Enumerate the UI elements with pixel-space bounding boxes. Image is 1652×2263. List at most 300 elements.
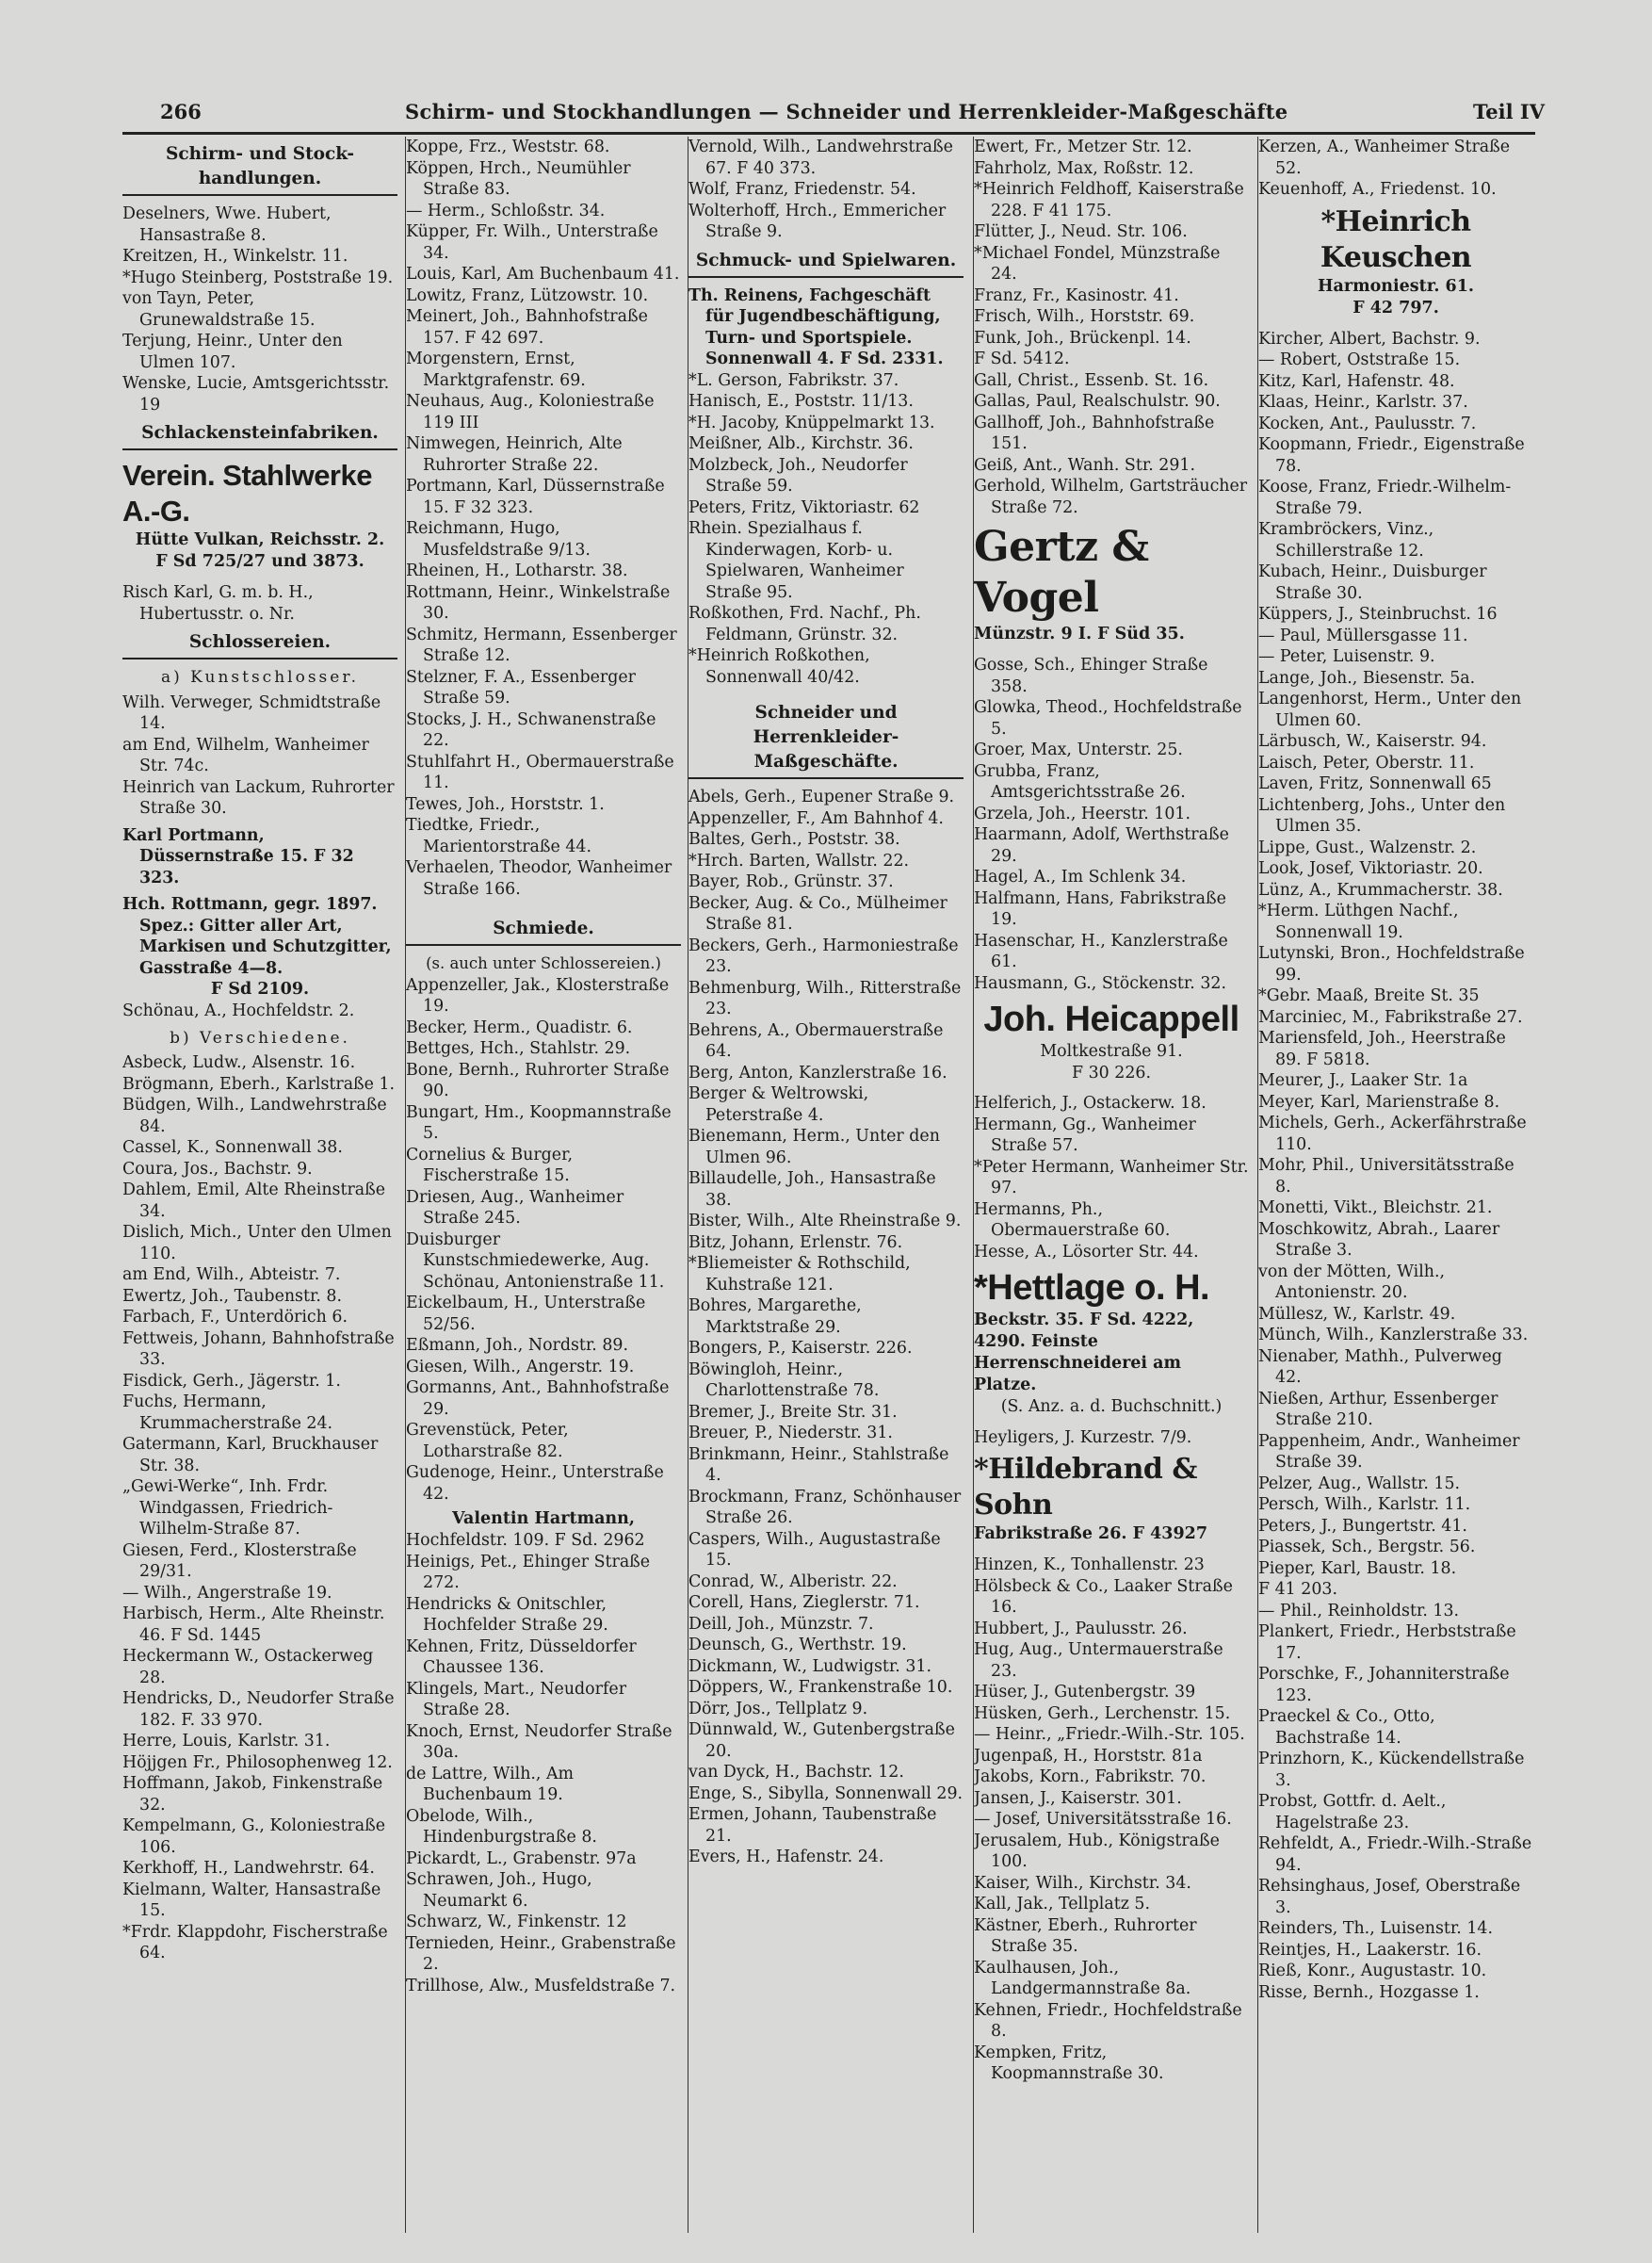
column-3 bbox=[688, 137, 964, 2233]
list-item: Corell, Hans, Zieglerstr. 71. bbox=[688, 1593, 920, 1612]
list-item: Koppe, Frz., Weststr. 68. bbox=[406, 138, 610, 156]
list-item: *Herm. Lüthgen Nachf., Sonnenwall 19. bbox=[1258, 902, 1459, 942]
list-item: Küpper, Fr. Wilh., Unterstraße 34. bbox=[406, 222, 658, 263]
list-item: Meinert, Joh., Bahnhofstraße 157. F 42 697. bbox=[406, 307, 648, 348]
ad-rottmann-phone: F Sd 2109. bbox=[210, 980, 310, 999]
page-header bbox=[160, 94, 1545, 132]
list-item: Abels, Gerh., Eupener Straße 9. bbox=[688, 788, 955, 806]
section-heading-schlacken: Schlackensteinfabriken. bbox=[122, 421, 397, 450]
list-item: Probst, Gottfr. d. Aelt., Hagelstraße 23. bbox=[1258, 1792, 1447, 1832]
list-item: Peters, Fritz, Viktoriastr. 62 bbox=[688, 497, 920, 517]
list-item: *Hrch. Barten, Wallstr. 22. bbox=[688, 851, 910, 871]
list-schneider-kr bbox=[1258, 329, 1533, 2004]
list-item: Nießen, Arthur, Essenberger Straße 210. bbox=[1258, 1389, 1498, 1429]
list-item: Höjjgen Fr., Philosophenweg 12. bbox=[122, 1752, 393, 1772]
list-item: Hesse, A., Lösorter Str. 44. bbox=[974, 1242, 1199, 1262]
list-item: — Paul, Müllersgasse 11. bbox=[1258, 626, 1468, 645]
list-item: Kaulhausen, Joh., Landgermannstraße 8a. bbox=[974, 1958, 1191, 1998]
list-item: Gudenoge, Heinr., Unterstraße 42. bbox=[406, 1463, 664, 1504]
list-item: Pickardt, L., Grabenstr. 97a bbox=[406, 1848, 637, 1868]
list-item: Bremer, J., Breite Str. 31. bbox=[688, 1402, 898, 1422]
section-heading-schlosser: Schlossereien. bbox=[122, 630, 397, 659]
ad-verein-address: Hütte Vulkan, Reichsstr. 2. bbox=[135, 530, 385, 549]
column-5 bbox=[1257, 137, 1533, 2233]
list-item: Driesen, Aug., Wanheimer Straße 245. bbox=[406, 1187, 624, 1228]
note-schmiede: (s. auch unter Schlossereien.) bbox=[426, 954, 661, 972]
list-item: Langenhorst, Herm., Unter den Ulmen 60. bbox=[1258, 690, 1522, 730]
section-heading-schneider: Schneider und Herrenkleider-Maßgeschäfte. bbox=[688, 701, 964, 779]
ad-heicappell bbox=[974, 998, 1249, 1083]
ad-verein-stahlwerke bbox=[122, 458, 397, 573]
list-item: Prinzhorn, K., Kückendellstraße 3. bbox=[1258, 1750, 1525, 1790]
list-item: Büdgen, Wilh., Landwehrstraße 84. bbox=[122, 1096, 387, 1136]
list-item: *H. Jacoby, Knüppelmarkt 13. bbox=[688, 413, 935, 432]
list-item: Hinzen, K., Tonhallenstr. 23 bbox=[974, 1555, 1205, 1574]
list-schirm bbox=[122, 204, 397, 415]
list-item: Dickmann, W., Ludwigstr. 31. bbox=[688, 1656, 932, 1676]
list-item: *Michael Fondel, Münzstraße 24. bbox=[974, 243, 1221, 284]
list-item: Michels, Gerh., Ackerfährstraße 110. bbox=[1258, 1114, 1527, 1154]
list-item: Hermanns, Ph., Obermauerstraße 60. bbox=[974, 1199, 1171, 1240]
subheading-verschiedene: b) Verschiedene. bbox=[170, 1028, 350, 1048]
list-item: Marciniec, M., Fabrikstraße 27. bbox=[1258, 1007, 1523, 1027]
list-item: Billaudelle, Joh., Hansastraße 38. bbox=[688, 1169, 936, 1210]
list-schneider bbox=[688, 787, 964, 1868]
list-item: Trillhose, Alw., Musfeldstraße 7. bbox=[406, 1976, 676, 1995]
list-item: Schönau, A., Hochfeldstr. 2. bbox=[122, 1001, 355, 1020]
ad-heicappell-phone: F 30 226. bbox=[1072, 1063, 1151, 1083]
list-item: Enge, S., Sibylla, Sonnenwall 29. bbox=[688, 1783, 964, 1803]
list-item: Bongers, P., Kaiserstr. 226. bbox=[688, 1339, 913, 1358]
list-item: Kempelmann, G., Koloniestraße 106. bbox=[122, 1816, 386, 1857]
list-item: Hölsbeck & Co., Laaker Straße 16. bbox=[974, 1576, 1233, 1617]
list-item: Geiß, Ant., Wanh. Str. 291. bbox=[974, 455, 1196, 475]
list-item: Kubach, Heinr., Duisburger Straße 30. bbox=[1258, 562, 1487, 603]
list-item: Pelzer, Aug., Wallstr. 15. bbox=[1258, 1473, 1461, 1493]
list-item: Verhaelen, Theodor, Wanheimer Straße 166. bbox=[406, 858, 672, 899]
list-item: Meißner, Alb., Kirchstr. 36. bbox=[688, 434, 914, 453]
list-item: Grzela, Joh., Heerstr. 101. bbox=[974, 804, 1191, 823]
list-item: Glowka, Theod., Hochfeldstraße 5. bbox=[974, 698, 1242, 739]
list-item: am End, Wilh., Abteistr. 7. bbox=[122, 1265, 341, 1284]
list-item: Jakobs, Korn., Fabrikstr. 70. bbox=[974, 1767, 1207, 1786]
list-item: Caspers, Wilh., Augustastraße 15. bbox=[688, 1529, 941, 1570]
list-item: Laven, Fritz, Sonnenwall 65 bbox=[1258, 774, 1492, 793]
list-item: Kircher, Albert, Bachstr. 9. bbox=[1258, 329, 1481, 349]
list-item: Helferich, J., Ostackerw. 18. bbox=[974, 1094, 1207, 1113]
list-item: Gatermann, Karl, Bruckhauser Str. 38. bbox=[122, 1435, 379, 1475]
list-item: Reichmann, Hugo, Musfeldstraße 9/13. bbox=[406, 519, 591, 560]
list-item: Reinders, Th., Luisenstr. 14. bbox=[1258, 1919, 1494, 1938]
list-item: Louis, Karl, Am Buchenbaum 41. bbox=[406, 265, 680, 284]
list-item: Bayer, Rob., Grünstr. 37. bbox=[688, 872, 894, 891]
list-item: Berg, Anton, Kanzlerstraße 16. bbox=[688, 1063, 947, 1083]
list-item: Köppen, Hrch., Neumühler Straße 83. bbox=[406, 158, 631, 199]
list-item: Kreitzen, H., Winkelstr. 11. bbox=[122, 247, 348, 266]
list-item: Ermen, Johann, Taubenstraße 21. bbox=[688, 1805, 937, 1846]
list-item: Terjung, Heinr., Unter den Ulmen 107. bbox=[122, 332, 343, 372]
list-item: Schrawen, Joh., Hugo, Neumarkt 6. bbox=[406, 1870, 592, 1911]
list-item: Rheinen, H., Lotharstr. 38. bbox=[406, 562, 628, 580]
list-item: Conrad, W., Alberistr. 22. bbox=[688, 1571, 898, 1591]
list-item: Knoch, Ernst, Neudorfer Straße 30a. bbox=[406, 1721, 672, 1762]
list-item: Lutynski, Bron., Hochfeldstraße 99. bbox=[1258, 944, 1525, 985]
list-item: — Phil., Reinholdstr. 13. bbox=[1258, 1601, 1460, 1620]
list-item: Obelode, Wilh., Hindenburgstraße 8. bbox=[406, 1806, 597, 1847]
list-item: Nimwegen, Heinrich, Alte Ruhrorter Straße 22. bbox=[406, 434, 623, 475]
list-item: Piassek, Sch., Bergstr. 56. bbox=[1258, 1538, 1476, 1556]
list-schneider-g bbox=[974, 655, 1249, 994]
list-item: Tiedtke, Friedr., Marientorstraße 44. bbox=[406, 816, 592, 856]
list-item: Rottmann, Heinr., Winkelstraße 30. bbox=[406, 582, 671, 623]
list-item: Jerusalem, Hub., Königstraße 100. bbox=[974, 1831, 1220, 1871]
list-item: Cornelius & Burger, Fischerstraße 15. bbox=[406, 1145, 574, 1185]
list-item: Molzbeck, Joh., Neudorfer Straße 59. bbox=[688, 455, 908, 496]
list-item: Giesen, Wilh., Angerstr. 19. bbox=[406, 1357, 635, 1376]
list-item: Dislich, Mich., Unter den Ulmen 110. bbox=[122, 1223, 392, 1263]
ad-hartmann-name: Valentin Hartmann, bbox=[452, 1509, 635, 1528]
list-kunst bbox=[122, 692, 397, 820]
list-item: Münch, Wilh., Kanzlerstraße 33. bbox=[1258, 1326, 1529, 1344]
ad-hettlage bbox=[974, 1266, 1249, 1418]
list-item: Schwarz, W., Finkenstr. 12 bbox=[406, 1913, 627, 1931]
list-item: *Bliemeister & Rothschild, Kuhstraße 121. bbox=[688, 1254, 911, 1294]
list-item: Kitz, Karl, Hafenstr. 48. bbox=[1258, 371, 1455, 391]
list-item: Plankert, Friedr., Herbststraße 17. bbox=[1258, 1622, 1516, 1663]
list-item: Kocken, Ant., Paulusstr. 7. bbox=[1258, 414, 1477, 433]
list-item: Beckers, Gerh., Harmoniestraße 23. bbox=[688, 936, 959, 976]
ad-gertz-line: Münzstr. 9 I. F Süd 35. bbox=[974, 625, 1185, 643]
list-item: Wilh. Verweger, Schmidtstraße 14. bbox=[122, 692, 381, 733]
list-item: Kerkhoff, H., Landwehrstr. 64. bbox=[122, 1859, 375, 1878]
list-item: Porschke, F., Johanniterstraße 123. bbox=[1258, 1665, 1510, 1705]
list-item: Bienemann, Herm., Unter den Ulmen 96. bbox=[688, 1127, 940, 1167]
list-item: Hoffmann, Jakob, Finkenstraße 32. bbox=[122, 1774, 383, 1815]
list-item: Risse, Bernh., Hozgasse 1. bbox=[1258, 1982, 1480, 2002]
list-item: Tewes, Joh., Horststr. 1. bbox=[406, 794, 605, 814]
list-item: Wolterhoff, Hrch., Emmericher Straße 9. bbox=[688, 201, 947, 241]
list-item: *Hugo Steinberg, Poststraße 19. bbox=[122, 268, 394, 287]
list-item: Lünz, A., Krummacherstr. 38. bbox=[1258, 880, 1503, 900]
list-item: Lärbusch, W., Kaiserstr. 94. bbox=[1258, 732, 1487, 751]
list-item: Haarmann, Adolf, Werthstraße 29. bbox=[974, 825, 1229, 866]
list-item: Dahlem, Emil, Alte Rheinstraße 34. bbox=[122, 1180, 386, 1221]
list-item: Kall, Jak., Tellplatz 5. bbox=[974, 1895, 1150, 1913]
list-item: Deselners, Wwe. Hubert, Hansastraße 8. bbox=[122, 204, 332, 245]
list-item: Funk, Joh., Brückenpl. 14. bbox=[974, 328, 1191, 348]
list-item: Coura, Jos., Bachstr. 9. bbox=[122, 1159, 313, 1179]
list-item: Jugenpaß, H., Horststr. 81a bbox=[974, 1746, 1203, 1766]
list-item: F Sd. 5412. bbox=[974, 350, 1070, 368]
list-item: Müllesz, W., Karlstr. 49. bbox=[1258, 1304, 1456, 1324]
list-item: Risch Karl, G. m. b. H., Hubertusstr. o. Nr. bbox=[122, 583, 314, 624]
list-item: Rehsinghaus, Josef, Oberstraße 3. bbox=[1258, 1877, 1521, 1917]
list-item: *Gebr. Maaß, Breite St. 35 bbox=[1258, 986, 1480, 1005]
list-item: — Herm., Schloßstr. 34. bbox=[406, 201, 606, 220]
list-item: Rieß, Konr., Augustastr. 10. bbox=[1258, 1962, 1487, 1980]
list-item: Kaiser, Wilh., Kirchstr. 34. bbox=[974, 1873, 1191, 1893]
list-item: Berger & Weltrowski, Peterstraße 4. bbox=[688, 1084, 869, 1125]
list-item: Becker, Aug. & Co., Mülheimer Straße 81. bbox=[688, 893, 947, 934]
list-item: Groer, Max, Unterstr. 25. bbox=[974, 741, 1183, 759]
ad-verein-name: Verein. Stahlwerke A.-G. bbox=[122, 459, 372, 528]
list-item: Gosse, Sch., Ehinger Straße 358. bbox=[974, 656, 1208, 696]
list-item: Harbisch, Herm., Alte Rheinstr. 46. F Sd. 1445 bbox=[122, 1604, 385, 1645]
ad-hettlage-name: *Hettlage o. H. bbox=[974, 1268, 1210, 1308]
list-item: Bone, Bernh., Ruhrorter Straße 90. bbox=[406, 1060, 670, 1100]
list-item: Evers, H., Hafenstr. 24. bbox=[688, 1848, 884, 1866]
list-schlosser-end bbox=[688, 137, 964, 243]
list-item: Bitz, Johann, Erlenstr. 76. bbox=[688, 1232, 903, 1252]
list-item: Frisch, Wilh., Horststr. 69. bbox=[974, 307, 1195, 326]
list-item: Bister, Wilh., Alte Rheinstraße 9. bbox=[688, 1212, 962, 1230]
list-item: Heinrich van Lackum, Ruhrorter Straße 30. bbox=[122, 777, 395, 818]
list-schmiede bbox=[406, 975, 681, 1506]
list-item: Grubba, Franz, Amtsgerichtsstraße 26. bbox=[974, 761, 1186, 802]
list-schmuck bbox=[688, 370, 964, 689]
list-item: Dünnwald, W., Gutenbergstraße 20. bbox=[688, 1720, 955, 1761]
section-heading-schmuck: Schmuck- und Spielwaren. bbox=[688, 249, 964, 278]
ad-keuschen-address: Harmoniestr. 61. bbox=[1318, 276, 1474, 296]
list-item: Fuchs, Hermann, Krummacherstraße 24. bbox=[122, 1392, 333, 1433]
list-item: Hüser, J., Gutenbergstr. 39 bbox=[974, 1683, 1196, 1701]
ad-portmann: Karl Portmann, Düssernstraße 15. F 32 323. bbox=[122, 825, 354, 887]
list-item: Koose, Franz, Friedr.-Wilhelm-Straße 79. bbox=[1258, 478, 1512, 518]
list-item: Duisburger Kunstschmiedewerke, Aug. Schönau, Antonienstraße 11. bbox=[406, 1229, 665, 1292]
list-item: Eßmann, Joh., Nordstr. 89. bbox=[406, 1336, 629, 1355]
ad-hildebrand-line: Fabrikstraße 26. F 43927 bbox=[974, 1524, 1207, 1543]
list-item: Krambröckers, Vinz., Schillerstraße 12. bbox=[1258, 520, 1434, 561]
list-item: Heckermann W., Ostackerweg 28. bbox=[122, 1647, 374, 1687]
ad-hildebrand-name: *Hildebrand & Sohn bbox=[974, 1453, 1197, 1522]
list-schmiede-2 bbox=[406, 1552, 681, 1997]
list-item: Giesen, Ferd., Klosterstraße 29/31. bbox=[122, 1540, 357, 1581]
list-schneider-hk bbox=[974, 1555, 1249, 2085]
list-item: Kempken, Fritz, Koopmannstraße 30. bbox=[974, 2043, 1164, 2083]
list-item: Lange, Joh., Biesenstr. 5a. bbox=[1258, 668, 1476, 688]
list-item: Appenzeller, F., Am Bahnhof 4. bbox=[688, 808, 944, 828]
columns bbox=[118, 137, 1540, 2233]
list-item: de Lattre, Wilh., Am Buchenbaum 19. bbox=[406, 1764, 575, 1804]
ad-reinens: Th. Reinens, Fachgeschäft für Jugendbeschäftigung, Turn- und Sportspiele. Sonnenwall 4. F Sd. 2331. bbox=[688, 285, 944, 368]
list-item: Farbach, F., Unterdörich 6. bbox=[122, 1308, 348, 1327]
list-item: Hüsken, Gerh., Lerchenstr. 15. bbox=[974, 1703, 1231, 1723]
list-item: Asbeck, Ludw., Alsenstr. 16. bbox=[122, 1053, 356, 1072]
list-item: Look, Josef, Viktoriastr. 20. bbox=[1258, 859, 1483, 878]
list-item: Koopmann, Friedr., Eigenstraße 78. bbox=[1258, 435, 1525, 476]
list-item: Bungart, Hm., Koopmannstraße 5. bbox=[406, 1102, 672, 1143]
list-item: Behmenburg, Wilh., Ritterstraße 23. bbox=[688, 978, 962, 1018]
list-item: Vernold, Wilh., Landwehrstraße 67. F 40 373. bbox=[688, 138, 953, 178]
ad-hildebrand bbox=[974, 1452, 1249, 1545]
list-item: Hendricks & Onitschler, Hochfelder Straße 29. bbox=[406, 1594, 608, 1635]
list-item: Gallhoff, Joh., Bahnhofstraße 151. bbox=[974, 413, 1215, 453]
list-item: Schmitz, Hermann, Essenberger Straße 12. bbox=[406, 625, 677, 665]
list-item: Böwingloh, Heinr., Charlottenstraße 78. bbox=[688, 1359, 880, 1400]
list-item: Persch, Wilh., Karlstr. 11. bbox=[1258, 1495, 1471, 1514]
list-item: Gormanns, Ant., Bahnhofstraße 29. bbox=[406, 1378, 670, 1419]
ad-keuschen-name: *Heinrich Keuschen bbox=[1320, 204, 1472, 274]
list-schneider-h bbox=[974, 1093, 1249, 1262]
ad-keuschen bbox=[1258, 204, 1533, 319]
list-item: Wolf, Franz, Friedenstr. 54. bbox=[688, 180, 916, 199]
section-heading-schirm: Schirm- und Stock-handlungen. bbox=[122, 142, 397, 196]
list-item: Rehfeldt, A., Friedr.-Wilh.-Straße 94. bbox=[1258, 1834, 1532, 1875]
list-item: Mohr, Phil., Universitätsstraße 8. bbox=[1258, 1156, 1514, 1197]
list-item: Kehnen, Friedr., Hochfeldstraße 8. bbox=[974, 2000, 1242, 2041]
list-item: Kästner, Eberh., Ruhrorter Straße 35. bbox=[974, 1915, 1197, 1956]
list-item: Roßkothen, Frd. Nachf., Ph. Feldmann, Grünstr. 32. bbox=[688, 604, 921, 644]
ad-rottmann: Hch. Rottmann, gegr. 1897. Spez.: Gitter aller Art, Markisen und Schutzgitter, Gasstraße 4—8. bbox=[122, 895, 392, 978]
list-item: Grevenstück, Peter, Lotharstraße 82. bbox=[406, 1421, 569, 1461]
list-item: Hanisch, E., Poststr. 11/13. bbox=[688, 392, 914, 411]
list-item: Breuer, P., Niederstr. 31. bbox=[688, 1424, 893, 1442]
list-item: von Tayn, Peter, Grunewaldstraße 15. bbox=[122, 289, 316, 330]
list-item: Meyer, Karl, Marienstraße 8. bbox=[1258, 1092, 1500, 1112]
list-item: am End, Wilhelm, Wanheimer Str. 74c. bbox=[122, 735, 369, 775]
list-item: Hagel, A., Im Schlenk 34. bbox=[974, 868, 1187, 887]
column-1 bbox=[122, 137, 397, 2233]
list-item: *Heinrich Feldhoff, Kaiserstraße 228. F 41 175. bbox=[974, 180, 1244, 220]
list-item: Kehnen, Fritz, Düsseldorfer Chaussee 136. bbox=[406, 1636, 637, 1677]
ad-verein-phone: F Sd 725/27 und 3873. bbox=[155, 552, 364, 571]
list-item: *Heinrich Roßkothen, Sonnenwall 40/42. bbox=[688, 646, 870, 687]
list-item: Stuhlfahrt H., Obermauerstraße 11. bbox=[406, 752, 674, 792]
part-label: Teil IV bbox=[1473, 100, 1545, 123]
ad-hartmann-address: Hochfeldstr. 109. F Sd. 2962 bbox=[406, 1531, 645, 1550]
list-schlosser-cont bbox=[406, 137, 681, 900]
list-item: Behrens, A., Obermauerstraße 64. bbox=[688, 1020, 944, 1061]
list-item: Hasenschar, H., Kanzlerstraße 61. bbox=[974, 931, 1228, 971]
list-item: Ewertz, Joh., Taubenstr. 8. bbox=[122, 1286, 343, 1306]
list-item: Gall, Christ., Essenb. St. 16. bbox=[974, 370, 1209, 390]
list-item: Pieper, Karl, Baustr. 18. bbox=[1258, 1558, 1457, 1578]
list-item: Monetti, Vikt., Bleichstr. 21. bbox=[1258, 1198, 1493, 1217]
list-item: Lippe, Gust., Walzenstr. 2. bbox=[1258, 838, 1477, 857]
list-item: Jansen, J., Kaiserstr. 301. bbox=[974, 1788, 1182, 1808]
list-item: Hausmann, G., Stöckenstr. 32. bbox=[974, 973, 1226, 993]
list-item: Nienaber, Mathh., Pulverweg 42. bbox=[1258, 1346, 1502, 1387]
list-item: Küppers, J., Steinbruchst. 16 bbox=[1258, 605, 1498, 624]
list-item: Kielmann, Walter, Hansastraße 15. bbox=[122, 1880, 381, 1920]
list-item: Gallas, Paul, Realschulstr. 90. bbox=[974, 392, 1221, 411]
list-item: *L. Gerson, Fabrikstr. 37. bbox=[688, 370, 899, 390]
running-title: Schirm- und Stockhandlungen — Schneider und Herrenkleider-Maßgeschäfte bbox=[405, 100, 1288, 123]
list-item: Mariensfeld, Joh., Heerstraße 89. F 5818. bbox=[1258, 1029, 1506, 1069]
page-number: 266 bbox=[160, 100, 202, 123]
list-item: Bettges, Hch., Stahlstr. 29. bbox=[406, 1039, 631, 1058]
list-item: van Dyck, H., Bachstr. 12. bbox=[688, 1763, 904, 1782]
list-item: Morgenstern, Ernst, Marktgrafenstr. 69. bbox=[406, 350, 586, 390]
list-item: Lichtenberg, Johs., Unter den Ulmen 35. bbox=[1258, 795, 1506, 836]
ad-gertz-name: Gertz & Vogel bbox=[974, 523, 1149, 622]
ad-keuschen-phone: F 42 797. bbox=[1352, 298, 1439, 317]
list-item: Portmann, Karl, Düssernstraße 15. F 32 323. bbox=[406, 477, 665, 517]
list-item: Appenzeller, Jak., Klosterstraße 19. bbox=[406, 975, 670, 1016]
list-item: „Gewi-Werke“, Inh. Frdr. Windgassen, Friedrich-Wilhelm-Straße 87. bbox=[122, 1477, 333, 1539]
section-heading-schmiede: Schmiede. bbox=[406, 917, 681, 946]
list-item: Laisch, Peter, Oberstr. 11. bbox=[1258, 753, 1475, 773]
header-rule bbox=[122, 132, 1535, 135]
ad-heicappell-name: Joh. Heicappell bbox=[983, 1000, 1239, 1039]
list-item: Baltes, Gerh., Poststr. 38. bbox=[688, 830, 900, 849]
list-item: Meurer, J., Laaker Str. 1a bbox=[1258, 1071, 1468, 1090]
list-item: *Frdr. Klappdohr, Fischerstraße 64. bbox=[122, 1922, 388, 1962]
list-item: Heinigs, Pet., Ehinger Straße 272. bbox=[406, 1552, 651, 1592]
list-item: von der Mötten, Wilh., Antonienstr. 20. bbox=[1258, 1262, 1446, 1302]
list-item: Reintjes, H., Laakerstr. 16. bbox=[1258, 1940, 1482, 1960]
list-verschiedene bbox=[122, 1052, 397, 1964]
list-item: Cassel, K., Sonnenwall 38. bbox=[122, 1138, 343, 1157]
list-item: Rhein. Spezialhaus f. Kinderwagen, Korb- u. Spielwaren, Wanheimer Straße 95. bbox=[688, 519, 904, 602]
list-item: Lowitz, Franz, Lützowstr. 10. bbox=[406, 285, 649, 305]
list-item: Deill, Joh., Münzstr. 7. bbox=[688, 1614, 874, 1634]
list-item: Fettweis, Johann, Bahnhofstraße 33. bbox=[122, 1328, 395, 1369]
list-item: Franz, Fr., Kasinostr. 41. bbox=[974, 285, 1179, 305]
list-item: Ternieden, Heinr., Grabenstraße 2. bbox=[406, 1933, 676, 1974]
ad-hettlage-line: Beckstr. 35. F Sd. 4222, 4290. Feinste Herrenschneiderei am Platze. bbox=[974, 1311, 1194, 1394]
list-item: Döppers, W., Frankenstraße 10. bbox=[688, 1678, 953, 1697]
list-item: — Josef, Universitätsstraße 16. bbox=[974, 1810, 1232, 1829]
list-item: — Wilh., Angerstraße 19. bbox=[122, 1583, 332, 1603]
list-item: Bohres, Margarethe, Marktstraße 29. bbox=[688, 1296, 862, 1337]
list-item: Hendricks, D., Neudorfer Straße 182. F. 33 970. bbox=[122, 1689, 395, 1730]
list-item: *Peter Hermann, Wanheimer Str. 97. bbox=[974, 1157, 1249, 1197]
list-item: Stelzner, F. A., Essenberger Straße 59. bbox=[406, 667, 636, 708]
list-item: F 41 203. bbox=[1258, 1580, 1337, 1599]
list-item: Ewert, Fr., Metzer Str. 12. bbox=[974, 138, 1192, 156]
list-item: Herre, Louis, Karlstr. 31. bbox=[122, 1732, 331, 1750]
list-item: Deunsch, G., Werthstr. 19. bbox=[688, 1636, 907, 1654]
list-item: Praeckel & Co., Otto, Bachstraße 14. bbox=[1258, 1707, 1435, 1748]
list-item: Heyligers, J. Kurzestr. 7/9. bbox=[974, 1427, 1192, 1447]
list-item: Neuhaus, Aug., Koloniestraße 119 III bbox=[406, 392, 655, 432]
list-item: Pappenheim, Andr., Wanheimer Straße 39. bbox=[1258, 1431, 1520, 1472]
list-item: — Heinr., „Friedr.-Wilh.-Str. 105. bbox=[974, 1725, 1245, 1744]
list-item: Hubbert, J., Paulusstr. 26. bbox=[974, 1619, 1188, 1638]
list-item: Brinkmann, Heinr., Stahlstraße 4. bbox=[688, 1444, 949, 1485]
list-schneider-k bbox=[1258, 137, 1533, 201]
column-2 bbox=[405, 137, 681, 2233]
list-item: — Robert, Oststraße 15. bbox=[1258, 350, 1461, 369]
list-item: Wenske, Lucie, Amtsgerichtsstr. 19 bbox=[122, 374, 390, 415]
list-item: Eickelbaum, H., Unterstraße 52/56. bbox=[406, 1294, 646, 1334]
list-item: Dörr, Jos., Tellplatz 9. bbox=[688, 1699, 868, 1718]
list-item: Stocks, J. H., Schwanenstraße 22. bbox=[406, 709, 656, 750]
ad-gertz-vogel bbox=[974, 522, 1249, 645]
list-item: Fisdick, Gerh., Jägerstr. 1. bbox=[122, 1371, 341, 1391]
list-item: Moschkowitz, Abrah., Laarer Straße 3. bbox=[1258, 1219, 1500, 1260]
list-item: Gerhold, Wilhelm, Gartsträucher Straße 72. bbox=[974, 477, 1248, 517]
list-item: — Peter, Luisenstr. 9. bbox=[1258, 647, 1435, 666]
list-item: Hug, Aug., Untermauerstraße 23. bbox=[974, 1640, 1223, 1681]
ad-hettlage-note: (S. Anz. a. d. Buchschnitt.) bbox=[1000, 1397, 1223, 1416]
list-item: Flütter, J., Neud. Str. 106. bbox=[974, 222, 1188, 241]
list-item: Hermann, Gg., Wanheimer Straße 57. bbox=[974, 1115, 1196, 1155]
list-item: Peters, J., Bungertstr. 41. bbox=[1258, 1516, 1467, 1536]
list-item: Klingels, Mart., Neudorfer Straße 28. bbox=[406, 1679, 627, 1719]
list-item: Kerzen, A., Wanheimer Straße 52. bbox=[1258, 138, 1511, 178]
list-item: Fahrholz, Max, Roßstr. 12. bbox=[974, 158, 1194, 178]
list-item: Brögmann, Eberh., Karlstraße 1. bbox=[122, 1074, 396, 1094]
list-schneider-e bbox=[974, 137, 1249, 518]
list-item: Halfmann, Hans, Fabrikstraße 19. bbox=[974, 888, 1226, 929]
ad-heicappell-address: Moltkestraße 91. bbox=[1040, 1042, 1183, 1061]
list-item: Becker, Herm., Quadistr. 6. bbox=[406, 1018, 633, 1037]
list-item: Brockmann, Franz, Schönhauser Straße 26. bbox=[688, 1487, 962, 1527]
column-4 bbox=[973, 137, 1249, 2233]
list-item: Klaas, Heinr., Karlstr. 37. bbox=[1258, 393, 1468, 412]
